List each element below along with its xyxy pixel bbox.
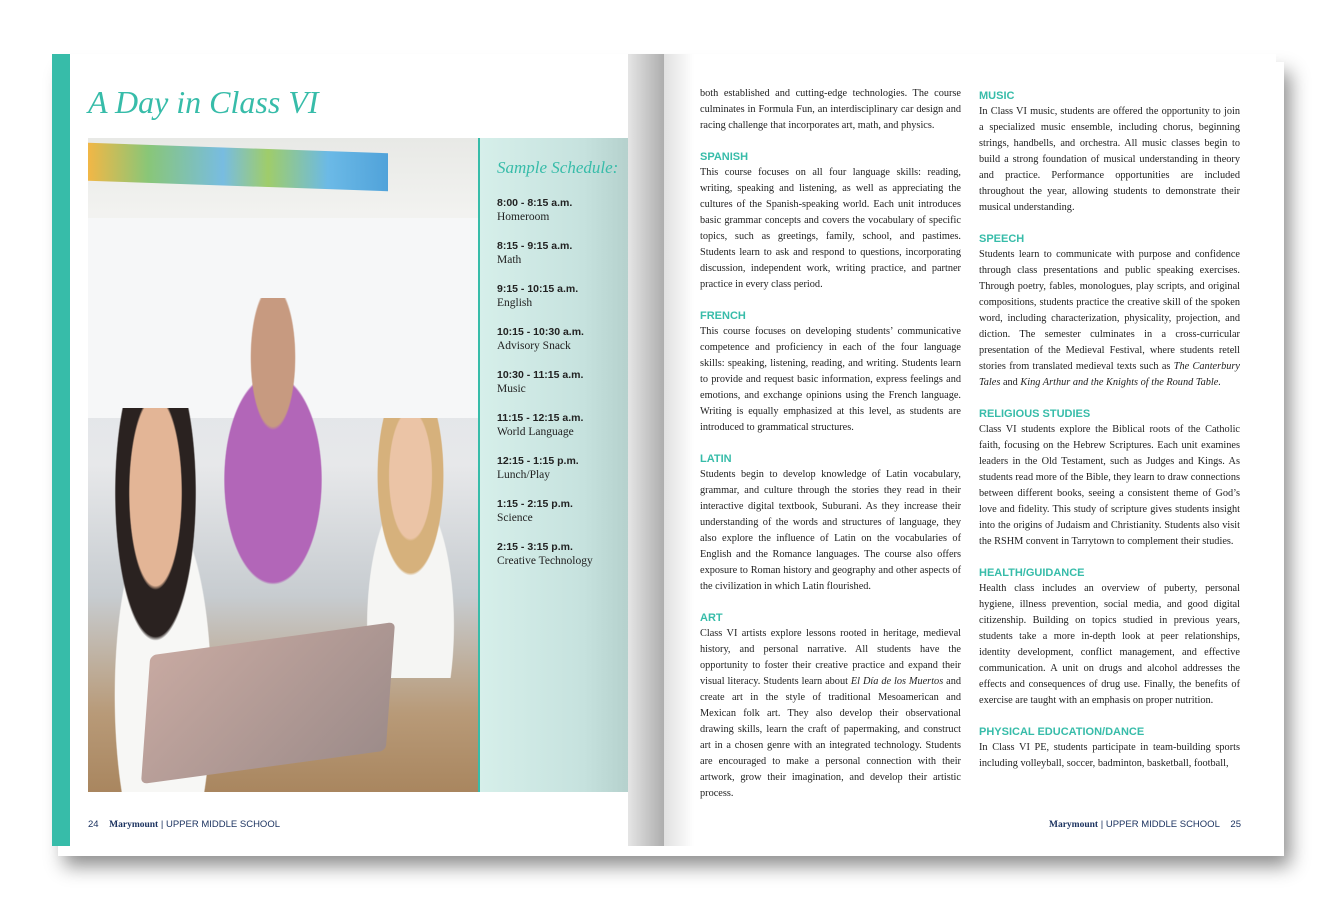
section-heading: LATIN: [700, 453, 732, 465]
text-column-1: [700, 86, 961, 802]
text-run: Students learn to communicate with purpose and confidence through class presentations and public speaking exercises. Through poetry, fables, monologues, play scripts, and original compositions, students practice the creative skill of the spoken word, including characterization, physicality, projection, and diction. The semester culminates in a cross-curricular presentation of the Medieval Festival, where students retell stories from translated medieval texts such as: [979, 249, 1240, 372]
brand: Marymount: [109, 820, 159, 830]
section-heading: SPEECH: [979, 233, 1025, 245]
section-heading: RELIGIOUS STUDIES: [979, 408, 1091, 420]
schedule-time: 10:30 - 11:15 a.m.: [497, 369, 584, 381]
text-run: Class VI artists explore lessons rooted in heritage, medieval history, and personal narrative. All students have the opportunity to foster their creative practice and expand their visual literacy. Students learn about: [700, 628, 961, 687]
section-body: [700, 626, 961, 802]
footer-left: [88, 819, 280, 830]
schedule-time: 8:15 - 9:15 a.m.: [497, 240, 573, 252]
separator: |: [1100, 819, 1104, 830]
schedule-item: [497, 368, 628, 396]
section-body: In Class VI PE, students participate in team-building sports including volleyball, soccer, badminton, basketball, football,: [979, 742, 1240, 769]
section-body: This course focuses on all four language skills: reading, writing, speaking and listening, as well as appreciating the cultures of the Spanish-speaking world. Each unit introduces basic grammar concepts and covers the vocabulary of specific topics, such as greetings, family, school, and pastimes. Students learn to ask and respond to questions, incorporating discussion, independent work, writing practice, and partner practice in every class period.: [700, 167, 961, 290]
schedule-title: Sample Schedule:: [497, 158, 619, 177]
schedule-item: [497, 196, 628, 224]
italic-title: The Canterbury Tales: [979, 361, 1241, 388]
left-page: [52, 54, 664, 846]
schedule-time: 1:15 - 2:15 p.m.: [497, 498, 573, 510]
schedule-item: [497, 239, 628, 267]
section-body: This course focuses on developing students’ communicative competence and proficiency in each of the four language skills: speaking, listening, reading, and writing. Students learn to provide and request basic information, express feelings and emotions, and exchange opinions using the French language. Writing is equally emphasized at this level, as students are introduced to grammatical structures.: [700, 326, 961, 433]
sample-schedule-panel: [478, 138, 628, 792]
footer-right: [1049, 819, 1241, 830]
intro-paragraph: both established and cutting-edge technologies. The course culminates in Formula Fun, an interdisciplinary car design and racing challenge that incorporates art, math, and physics.: [700, 88, 961, 131]
gutter-shade: [664, 54, 694, 846]
section-body: [979, 247, 1240, 391]
wall-banner: [88, 143, 388, 191]
schedule-item: [497, 325, 628, 353]
schedule-time: 11:15 - 12:15 a.m.: [497, 412, 584, 424]
schedule-item: [497, 454, 628, 482]
section-heading: ART: [700, 612, 723, 624]
schedule-item: [497, 540, 628, 568]
section-name: UPPER MIDDLE SCHOOL: [1105, 819, 1220, 830]
schedule-time: 12:15 - 1:15 p.m.: [497, 455, 579, 467]
schedule-activity: World Language: [497, 426, 574, 438]
italic-title: El Día de los Muertos: [850, 676, 944, 687]
schedule-item: [497, 411, 628, 439]
schedule-item: [497, 282, 628, 310]
schedule-activity: Math: [497, 254, 522, 266]
right-page: [664, 54, 1276, 846]
brand: Marymount: [1049, 820, 1099, 830]
section-heading: SPANISH: [700, 151, 749, 163]
schedule-activity: Advisory Snack: [497, 340, 571, 352]
schedule-time: 9:15 - 10:15 a.m.: [497, 283, 579, 295]
italic-title: King Arthur and the Knights of the Round Table.: [1020, 377, 1221, 388]
schedule-activity: Music: [497, 383, 526, 395]
text-run: and create art in the style of traditional Mesoamerican and Mexican folk art. They also develop their observational drawing skills, learn the craft of papermaking, and construct art in a chosen genre with an integrated technology. Students are encouraged to make a personal connection with their artwork, grow their imagination, and develop their artistic process.: [700, 676, 962, 799]
section-body: Students begin to develop knowledge of Latin vocabulary, grammar, and culture through the stories they read in their interactive digital textbook, Suburani. As they increase their understanding of the words and structures of language, they also explore the influence of Latin on the vocabularies of English and the Romance languages. The course also offers exposure to Roman history and geography and other aspects of the civilization in which Latin flourished.: [700, 469, 961, 592]
section-name: UPPER MIDDLE SCHOOL: [165, 819, 280, 830]
schedule-activity: Lunch/Play: [497, 469, 551, 481]
gutter-shade: [628, 54, 664, 846]
schedule-activity: Homeroom: [497, 211, 550, 223]
page-number: 25: [1230, 819, 1241, 830]
section-body: In Class VI music, students are offered the opportunity to join a specialized music ensemble, including chorus, beginning strings, handbells, and orchestra. All music classes begin to build a strong foundation of musical understanding in theory and practice. Performance opportunities are included throughout the year, allowing students to demonstrate their musical understanding.: [979, 106, 1240, 213]
text-column-2: [979, 88, 1240, 772]
schedule-time: 8:00 - 8:15 a.m.: [497, 197, 573, 209]
section-body: Health class includes an overview of puberty, personal hygiene, illness prevention, social media, and good digital citizenship. Building on topics studied in previous years, students take a more in-depth look at peer relationships, identity development, conflict management, and effective communication. A unit on drugs and alcohol addresses the effects and consequences of drug use. Finally, the benefits of exercise are taught with an emphasis on proper nutrition.: [979, 583, 1240, 706]
schedule-time: 10:15 - 10:30 a.m.: [497, 326, 584, 338]
section-heading: FRENCH: [700, 310, 746, 322]
page-title: A Day in Class VI: [88, 84, 319, 120]
schedule-time: 2:15 - 3:15 p.m.: [497, 541, 573, 553]
schedule-item: [497, 497, 628, 525]
section-body: Class VI students explore the Biblical roots of the Catholic faith, focusing on the Hebrew Scriptures. Each unit examines leaders in the Old Testament, such as Judges and Kings. As students read more of the Bible, they learn to draw connections between different books, seeing a consistent theme of God’s love and fidelity. This study of scripture gives students insight into the origins of Judaism and Christianity. Students also visit the RSHM convent in Tarrytown to complement their studies.: [979, 424, 1240, 547]
schedule-activity: Science: [497, 512, 533, 524]
text-run: and: [1000, 377, 1021, 388]
section-heading: MUSIC: [979, 90, 1015, 102]
page-number: 24: [88, 819, 99, 830]
schedule-activity: English: [497, 297, 533, 309]
schedule-activity: Creative Technology: [497, 555, 593, 567]
section-heading: PHYSICAL EDUCATION/DANCE: [979, 726, 1145, 738]
section-heading: HEALTH/GUIDANCE: [979, 567, 1085, 579]
accent-stripe: [52, 54, 70, 846]
classroom-photo: [88, 138, 478, 792]
separator: |: [160, 819, 164, 830]
